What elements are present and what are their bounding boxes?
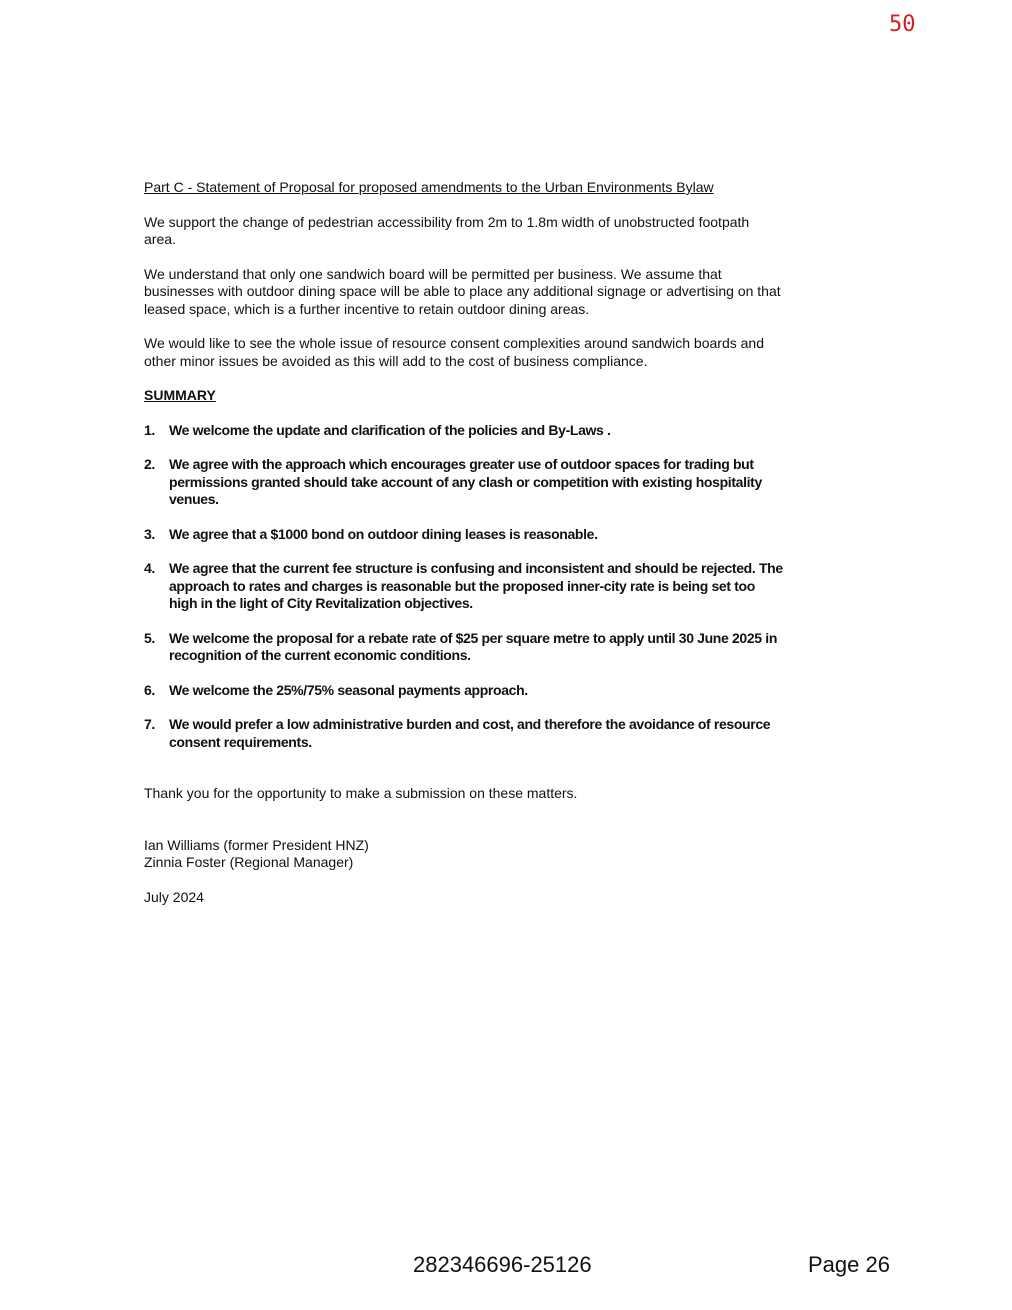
list-item — [144, 422, 784, 440]
list-item — [144, 560, 784, 613]
section-title: Part C - Statement of Proposal for proposed amendments to the Urban Environments Bylaw — [144, 179, 714, 195]
summary-heading: SUMMARY — [144, 387, 216, 403]
list-item-text: We agree with the approach which encourages greater use of outdoor spaces for trading but permissions granted should take account of any clash or competition with existing hospitality venues. — [169, 456, 762, 507]
list-item-number: 3. — [144, 525, 155, 542]
summary-list — [144, 422, 784, 752]
list-item — [144, 716, 784, 751]
list-item-text: We would prefer a low administrative burden and cost, and therefore the avoidance of resource consent requirements. — [169, 716, 771, 750]
list-item-number: 1. — [144, 421, 155, 438]
document-date: July 2024 — [144, 888, 204, 905]
list-item — [144, 456, 784, 509]
page-number-top: 50 — [889, 12, 916, 37]
list-item-text: We agree that the current fee structure is confusing and inconsistent and should be rejected. The approach to rates and charges is reasonable but the proposed inner-city rate is being set too high in the light of City Revitalization objectives. — [169, 560, 783, 611]
list-item-number: 2. — [144, 456, 155, 472]
list-item — [144, 526, 784, 544]
list-item — [144, 630, 784, 665]
paragraph-resource-consent: We would like to see the whole issue of resource consent complexities around sandwich boards and other minor issues be avoided as this will add to the cost of business compliance. — [144, 335, 764, 369]
list-item-number: 7. — [144, 716, 155, 732]
list-item — [144, 682, 784, 700]
list-item-text: We welcome the proposal for a rebate rate of $25 per square metre to apply until 30 June 2025 in recognition of the current economic conditions. — [169, 629, 778, 663]
document-body — [144, 179, 784, 906]
list-item-text: We welcome the 25%/75% seasonal payments approach. — [169, 681, 528, 698]
paragraph-sandwich-board: We understand that only one sandwich board will be permitted per business. We assume that businesses with outdoor dining space will be able to place any additional signage or advertising on that leased space, which is a further incentive to retain outdoor dining areas. — [144, 265, 781, 317]
footer-document-id: 282346696-25126 — [413, 1252, 592, 1277]
footer-page-label: Page 26 — [808, 1252, 890, 1277]
paragraph-pedestrian-accessibility: We support the change of pedestrian accessibility from 2m to 1.8m width of unobstructed footpath area. — [144, 213, 750, 247]
signatory-manager: Zinnia Foster (Regional Manager) — [144, 854, 354, 870]
closing-statement: Thank you for the opportunity to make a submission on these matters. — [144, 785, 578, 801]
list-item-number: 4. — [144, 560, 155, 576]
list-item-number: 6. — [144, 681, 155, 698]
list-item-text: We agree that a $1000 bond on outdoor dining leases is reasonable. — [169, 525, 598, 542]
list-item-number: 5. — [144, 629, 155, 646]
signatory-president: Ian Williams (former President HNZ) — [144, 836, 369, 853]
list-item-text: We welcome the update and clarification of the policies and By-Laws . — [169, 421, 611, 438]
